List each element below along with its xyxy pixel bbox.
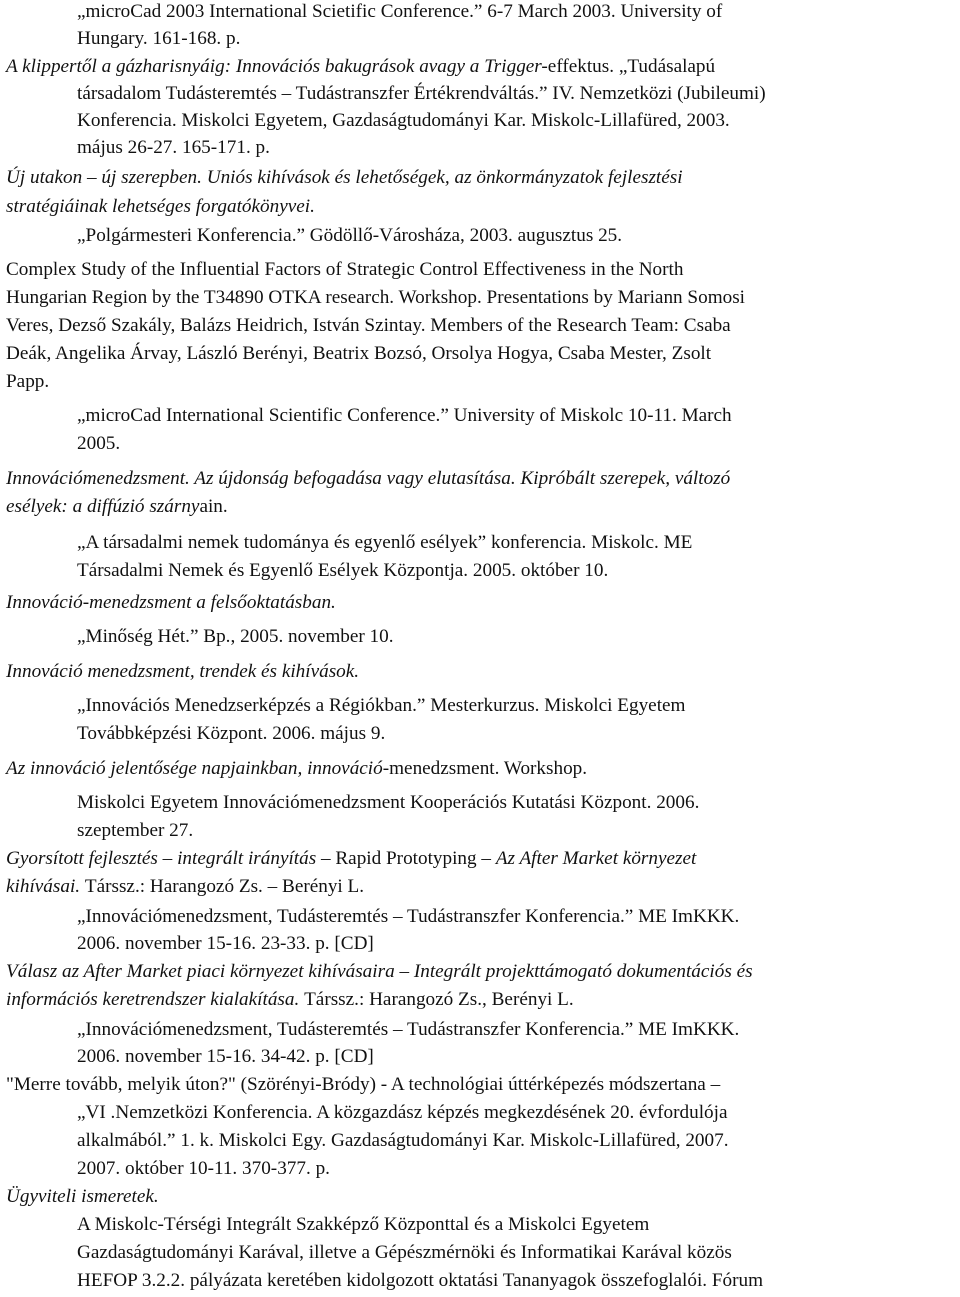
- text-line: szeptember 27.: [77, 820, 194, 841]
- text-line: május 26-27. 165-171. p.: [77, 137, 270, 158]
- text-line: Ügyviteli ismeretek.: [6, 1186, 159, 1207]
- text-line: „Innovációs Menedzserképzés a Régiókban.” Mesterkurzus. Miskolci Egyetem: [77, 695, 686, 716]
- text-line: Új utakon – új szerepben. Uniós kihívások és lehetőségek, az önkormányzatok fejlesztési: [6, 167, 683, 188]
- text-line: „Innovációmenedzsment, Tudásteremtés – Tudástranszfer Konferencia.” ME ImKKK.: [77, 906, 740, 927]
- text-line: Complex Study of the Influential Factors of Strategic Control Effectiveness in the North: [6, 259, 684, 280]
- text-line: HEFOP 3.2.2. pályázata keretében kidolgozott oktatási Tananyagok összefoglalói. Fórum: [77, 1270, 764, 1291]
- text-line: 2007. október 10-11. 370-377. p.: [77, 1158, 330, 1179]
- text-line: Gyorsított fejlesztés – integrált irányítás – Rapid Prototyping – Az After Market környezet: [6, 848, 697, 869]
- text-line: „microCad International Scientific Conference.” University of Miskolc 10-11. March: [77, 405, 732, 426]
- text-line: A klippertől a gázharisnyáig: Innovációs bakugrások avagy a Trigger-effektus. „Tudásalapú: [6, 56, 716, 77]
- text-line: Válasz az After Market piaci környezet kihívásaira – Integrált projekttámogató dokumentációs és: [6, 961, 753, 982]
- text-line: Hungary. 161-168. p.: [77, 28, 241, 49]
- text-line: Deák, Angelika Árvay, László Berényi, Beatrix Bozsó, Orsolya Hogya, Csaba Mester, Zsolt: [6, 343, 712, 364]
- text-line: „microCad 2003 International Scietific Conference.” 6-7 March 2003. University of: [77, 1, 723, 22]
- text-line: „Polgármesteri Konferencia.” Gödöllő-Városháza, 2003. augusztus 25.: [77, 225, 623, 246]
- text-line: „Innovációmenedzsment, Tudásteremtés – Tudástranszfer Konferencia.” ME ImKKK.: [77, 1019, 740, 1040]
- text-line: társadalom Tudásteremtés – Tudástranszfer Értékrendváltás.” IV. Nemzetközi (Jubileumi): [77, 83, 766, 104]
- text-line: 2005.: [77, 433, 121, 454]
- text-line: Társadalmi Nemek és Egyenlő Esélyek Központja. 2005. október 10.: [77, 560, 609, 581]
- text-line: Innovációmenedzsment. Az újdonság befogadása vagy elutasítása. Kipróbált szerepek, változó: [6, 468, 731, 489]
- text-line: „VI .Nemzetközi Konferencia. A közgazdász képzés megkezdésének 20. évfordulója: [77, 1102, 728, 1123]
- text-line: Innováció-menedzsment a felsőoktatásban.: [6, 592, 336, 613]
- text-line: 2006. november 15-16. 34-42. p. [CD]: [77, 1046, 374, 1067]
- text-line: „A társadalmi nemek tudománya és egyenlő esélyek” konferencia. Miskolc. ME: [77, 532, 693, 553]
- text-line: Innováció menedzsment, trendek és kihívások.: [6, 661, 360, 682]
- text-line: Papp.: [6, 371, 50, 392]
- text-line: Veres, Dezső Szakály, Balázs Heidrich, István Szintay. Members of the Research Team: Csaba: [6, 315, 731, 336]
- text-line: 2006. november 15-16. 23-33. p. [CD]: [77, 933, 374, 954]
- text-line: esélyek: a diffúzió szárnyain.: [6, 496, 228, 517]
- text-line: Az innováció jelentősége napjainkban, innováció-menedzsment. Workshop.: [6, 758, 588, 779]
- text-line: alkalmából.” 1. k. Miskolci Egy. Gazdaságtudományi Kar. Miskolc-Lillafüred, 2007.: [77, 1130, 729, 1151]
- text-line: Konferencia. Miskolci Egyetem, Gazdaságtudományi Kar. Miskolc-Lillafüred, 2003.: [77, 110, 730, 131]
- text-line: "Merre tovább, melyik úton?" (Szörényi-Bródy) - A technológiai úttérképezés módszertana –: [6, 1074, 721, 1095]
- text-line: Miskolci Egyetem Innovációmenedzsment Kooperációs Kutatási Központ. 2006.: [77, 792, 700, 813]
- text-line: információs keretrendszer kialakítása. Társsz.: Harangozó Zs., Berényi L.: [6, 989, 574, 1010]
- text-line: Továbbképzési Központ. 2006. május 9.: [77, 723, 386, 744]
- text-line: stratégiáinak lehetséges forgatókönyvei.: [6, 196, 315, 217]
- text-line: kihívásai. Társsz.: Harangozó Zs. – Berényi L.: [6, 876, 365, 897]
- text-line: A Miskolc-Térségi Integrált Szakképző Központtal és a Miskolci Egyetem: [77, 1214, 650, 1235]
- text-line: „Minőség Hét.” Bp., 2005. november 10.: [77, 626, 394, 647]
- text-line: Gazdaságtudományi Karával, illetve a Gépészmérnöki és Informatikai Karával közös: [77, 1242, 732, 1263]
- text-line: Hungarian Region by the T34890 OTKA research. Workshop. Presentations by Mariann Somosi: [6, 287, 746, 308]
